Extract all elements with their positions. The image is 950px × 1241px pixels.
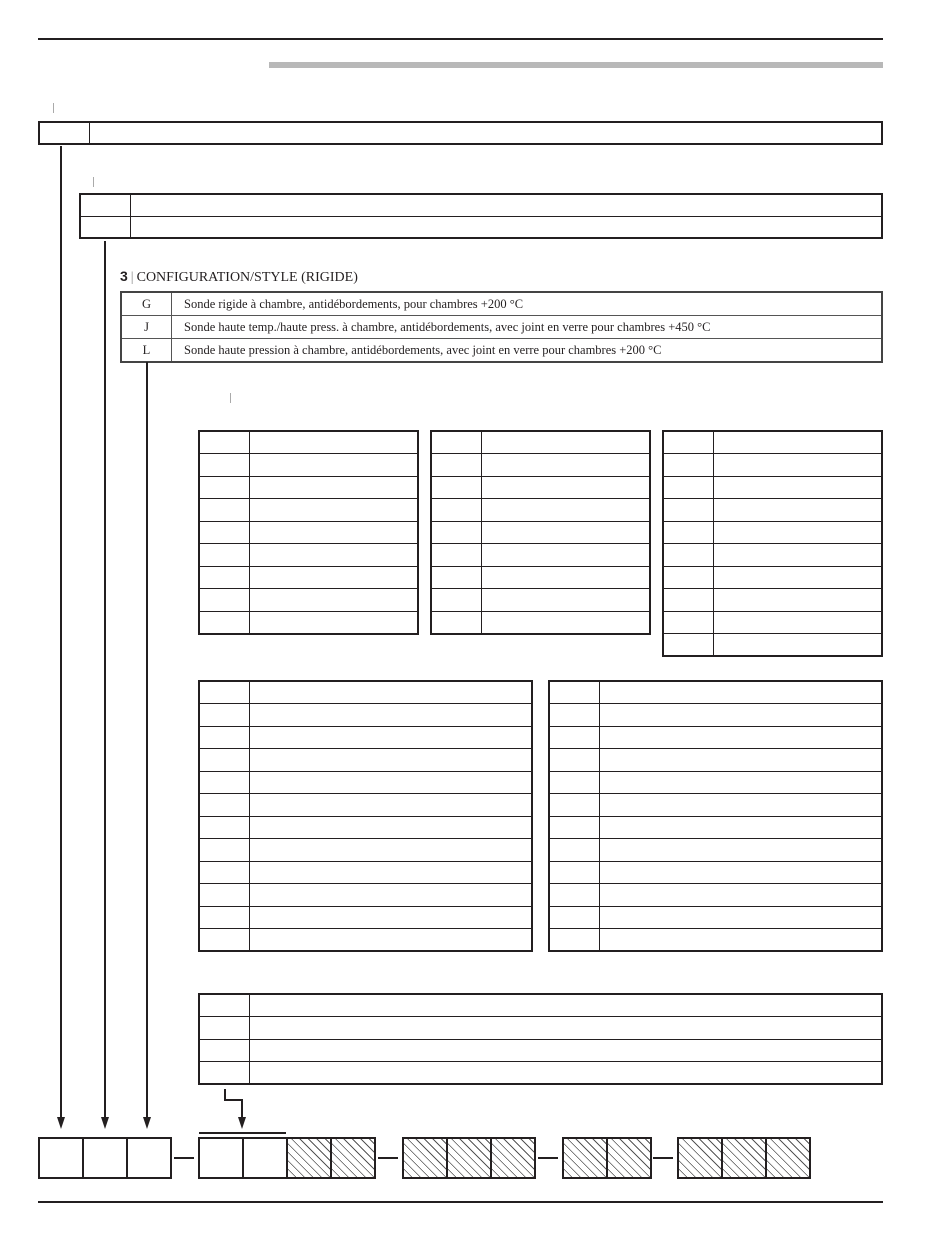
- config-code: J: [121, 316, 172, 339]
- table-row: [199, 726, 532, 749]
- table-row: [663, 544, 882, 567]
- arrow-down-icon: [143, 1117, 151, 1129]
- table-row: [199, 611, 418, 634]
- connector-line-3: [146, 362, 148, 1118]
- table-row: [80, 216, 882, 238]
- table-row: [549, 794, 882, 817]
- table-row: [663, 634, 882, 657]
- table-row: [199, 749, 532, 772]
- section4-table-4: [198, 680, 533, 952]
- section-title-bar: [269, 62, 883, 68]
- section3-separator: |: [130, 270, 134, 285]
- table-row: [80, 194, 882, 216]
- table-row: [549, 726, 882, 749]
- table-row: [199, 476, 418, 499]
- table-row: [663, 611, 882, 634]
- table-row: [549, 681, 882, 704]
- table-row: [431, 499, 650, 522]
- config-row-j: [121, 316, 882, 339]
- arrow-down-icon: [238, 1117, 246, 1129]
- table-row: [549, 861, 882, 884]
- hatched-code-box: [564, 1139, 608, 1177]
- table-row: [663, 521, 882, 544]
- section4-marker: [230, 393, 231, 403]
- table-row: [199, 431, 418, 454]
- code-box: [200, 1139, 244, 1177]
- table-row: [199, 1039, 882, 1062]
- section3-number: 3: [120, 268, 128, 284]
- hatched-code-box: [767, 1139, 809, 1177]
- table-row: [549, 884, 882, 907]
- bottom-rule: [38, 1201, 883, 1203]
- table-row: [199, 681, 532, 704]
- table-row: [549, 906, 882, 929]
- table-row: [549, 749, 882, 772]
- table-row: [199, 544, 418, 567]
- model-code-group-3: [402, 1137, 536, 1179]
- hatched-code-box: [332, 1139, 374, 1177]
- table-row: [199, 794, 532, 817]
- top-rule: [38, 38, 883, 40]
- table-row: [431, 566, 650, 589]
- code-box: [40, 1139, 84, 1177]
- table-row: [431, 454, 650, 477]
- model-code-group-2: [198, 1137, 376, 1179]
- arrow-down-icon: [101, 1117, 109, 1129]
- config-desc: Sonde haute pression à chambre, antidébordements, avec joint en verre pour chambres +200 °C: [172, 339, 883, 363]
- table-row: [199, 861, 532, 884]
- section4-table-6: [198, 993, 883, 1085]
- connector-line-2: [104, 241, 106, 1118]
- section2-table: [79, 193, 883, 239]
- model-code-group-1: [38, 1137, 172, 1179]
- table-row: [199, 566, 418, 589]
- table-row: [431, 611, 650, 634]
- table-row: [199, 816, 532, 839]
- section1-marker: [53, 103, 54, 113]
- table-row: [663, 431, 882, 454]
- table-row: [549, 771, 882, 794]
- table-row: [199, 589, 418, 612]
- hatched-code-box: [723, 1139, 767, 1177]
- section4-table-2: [430, 430, 651, 635]
- table-row: [663, 566, 882, 589]
- config-row-g: [121, 292, 882, 316]
- section2-marker: [93, 177, 94, 187]
- table-row: [199, 771, 532, 794]
- table-row: [663, 589, 882, 612]
- table-row: [431, 544, 650, 567]
- table-row: [431, 476, 650, 499]
- table-row: [431, 589, 650, 612]
- table-row: [549, 929, 882, 952]
- code-separator-dash: [653, 1157, 673, 1159]
- code-separator-dash: [174, 1157, 194, 1159]
- hatched-code-box: [448, 1139, 492, 1177]
- model-code-group-5: [677, 1137, 811, 1179]
- table-row: [199, 929, 532, 952]
- table-row: [199, 1062, 882, 1085]
- model-code-group-4: [562, 1137, 652, 1179]
- code-box: [128, 1139, 170, 1177]
- table-row: [199, 521, 418, 544]
- table-row: [199, 1017, 882, 1040]
- table-row: [199, 704, 532, 727]
- hatched-code-box: [404, 1139, 448, 1177]
- table-row: [549, 816, 882, 839]
- table-row: [549, 839, 882, 862]
- config-desc: Sonde rigide à chambre, antidébordements, pour chambres +200 °C: [172, 292, 883, 316]
- table-row: [549, 704, 882, 727]
- table-row: [663, 454, 882, 477]
- table-row: [663, 476, 882, 499]
- table-row: [199, 454, 418, 477]
- table-row: [199, 994, 882, 1017]
- table-row: [39, 122, 882, 144]
- table-row: [199, 499, 418, 522]
- connector-line-1: [60, 146, 62, 1118]
- section4-table-5: [548, 680, 883, 952]
- hatched-code-box: [288, 1139, 332, 1177]
- connector-line-4c: [241, 1099, 243, 1118]
- hatched-code-box: [679, 1139, 723, 1177]
- table-row: [431, 521, 650, 544]
- table-row: [199, 906, 532, 929]
- arrow-down-icon: [57, 1117, 65, 1129]
- code-separator-dash: [538, 1157, 558, 1159]
- configuration-table: [120, 291, 883, 363]
- section3-title: CONFIGURATION/STYLE (RIGIDE): [136, 270, 358, 285]
- bracket-line: [199, 1132, 286, 1134]
- code-box: [244, 1139, 288, 1177]
- section4-table-1: [198, 430, 419, 635]
- config-row-l: [121, 339, 882, 363]
- table-row: [663, 499, 882, 522]
- config-code: G: [121, 292, 172, 316]
- config-code: L: [121, 339, 172, 363]
- table-row: [199, 839, 532, 862]
- hatched-code-box: [492, 1139, 534, 1177]
- hatched-code-box: [608, 1139, 650, 1177]
- table-row: [431, 431, 650, 454]
- section1-table: [38, 121, 883, 145]
- section4-table-3: [662, 430, 883, 657]
- table-row: [199, 884, 532, 907]
- code-box: [84, 1139, 128, 1177]
- config-desc: Sonde haute temp./haute press. à chambre, antidébordements, avec joint en verre pour chambres +450 °C: [172, 316, 883, 339]
- code-separator-dash: [378, 1157, 398, 1159]
- section3-heading: [120, 268, 358, 286]
